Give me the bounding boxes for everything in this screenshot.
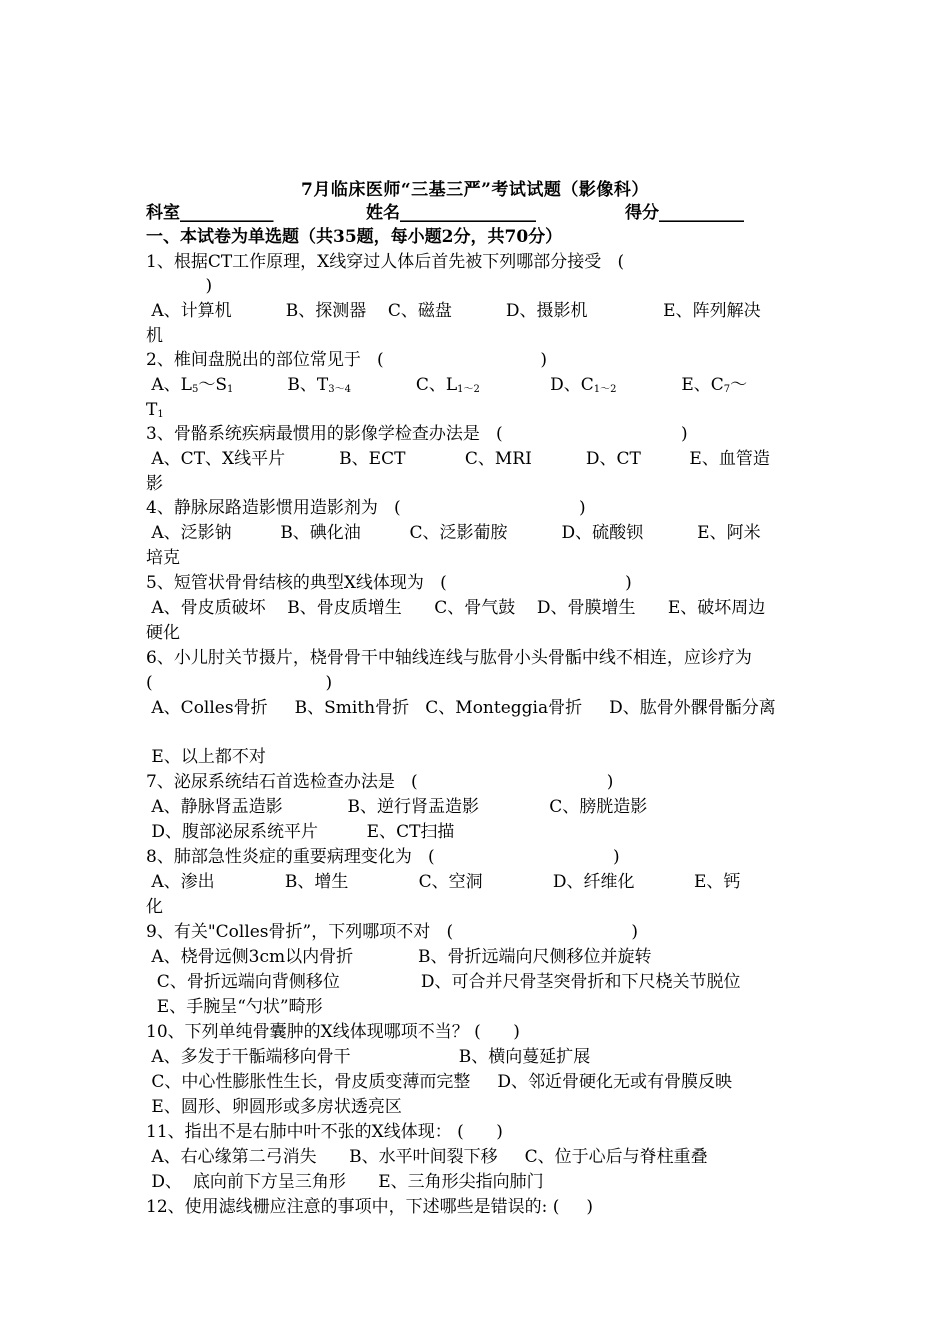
question-6-options: A、Colles骨折 B、Smith骨折 C、Monteggia骨折 D、肱骨外髁骨骺分离 (146, 698, 776, 718)
question-1-options: A、计算机 B、探测器 C、磁盘 D、摄影机 E、阵列解决 (146, 301, 761, 321)
question-1-options-cont: 机 (146, 326, 163, 346)
question-5: 5、短管状骨骨结核的典型X线体现为 ( ) (146, 573, 632, 593)
question-9-options-cont: C、骨折远端向背侧移位 D、可合并尺骨茎突骨折和下尺桡关节脱位 (146, 972, 741, 992)
question-9-options: A、桡骨远侧3cm以内骨折 B、骨折远端向尺侧移位并旋转 (146, 947, 652, 967)
question-7: 7、泌尿系统结石首选检查办法是 ( ) (146, 772, 614, 792)
exam-title: 7月临床医师“三基三严”考试试题（影像科） (301, 180, 649, 200)
question-2-options: A、$L_5\sim S_1$ B、$T_{3\sim 4}$ C、$L_{1\sim 2}$ D、$C_{1\sim 2}$ E、$C_7\sim$ (146, 375, 748, 395)
question-5-options-cont: 硬化 (146, 623, 180, 643)
question-10-options-cont: C、中心性膨胀性生长，骨皮质变薄而完整 D、邻近骨硬化无或有骨膜反映 (146, 1072, 733, 1092)
question-11: 11、指出不是右肺中叶不张的X线体现： ( ) (146, 1122, 503, 1142)
question-8-options-cont: 化 (146, 897, 163, 917)
question-2-options-cont: $T_1$ (146, 400, 164, 420)
question-11-options-cont: D、 底向前下方呈三角形 E、三角形尖指向肺门 (146, 1172, 544, 1192)
question-5-options: A、骨皮质破坏 B、骨皮质增生 C、骨气鼓 D、骨膜增生 E、破坏周边 (146, 598, 766, 618)
question-1-blank: ) (146, 276, 213, 296)
question-4-options-cont: 培克 (146, 548, 180, 568)
department-field: 科室___________ (146, 203, 274, 223)
question-10-options: A、多发于干骺端移向骨干 B、横向蔓延扩展 (146, 1047, 591, 1067)
name-field: 姓名________________ (366, 203, 536, 223)
question-4-options: A、泛影钠 B、碘化油 C、泛影葡胺 D、硫酸钡 E、阿米 (146, 523, 761, 543)
question-9: 9、有关"Colles骨折”，下列哪项不对 ( ) (146, 922, 639, 942)
question-12: 12、使用滤线栅应注意的事项中，下述哪些是错误的: ( ) (146, 1197, 594, 1217)
question-3-options-cont: 影 (146, 474, 163, 494)
question-7-options-cont: D、腹部泌尿系统平片 E、CT扫描 (146, 822, 455, 842)
question-3-options: A、CT、X线平片 B、ECT C、MRI D、CT E、血管造 (146, 449, 770, 469)
question-6-option-e: E、以上都不对 (146, 747, 266, 767)
question-2: 2、椎间盘脱出的部位常见于 ( ) (146, 350, 548, 370)
question-6: 6、小儿肘关节摄片，桡骨骨干中轴线连线与肱骨小头骨骺中线不相连，应诊疗为 (146, 648, 752, 668)
question-8-options: A、渗出 B、增生 C、空洞 D、纤维化 E、钙 (146, 872, 741, 892)
question-9-option-e: E、手腕呈“勺状”畸形 (146, 997, 323, 1017)
question-8: 8、肺部急性炎症的重要病理变化为 ( ) (146, 847, 620, 867)
question-10-option-e: E、圆形、卵圆形或多房状透亮区 (146, 1097, 402, 1117)
section-heading: 一、本试卷为单选题（共35题，每小题2分，共70分） (146, 227, 563, 247)
question-7-options: A、静脉肾盂造影 B、逆行肾盂造影 C、膀胱造影 (146, 797, 648, 817)
question-10: 10、下列单纯骨囊肿的X线体现哪项不当？ ( ) (146, 1022, 520, 1042)
score-field: 得分__________ (625, 203, 744, 223)
question-4: 4、静脉尿路造影惯用造影剂为 ( ) (146, 498, 586, 518)
question-11-options: A、右心缘第二弓消失 B、水平叶间裂下移 C、位于心后与脊柱重叠 (146, 1147, 708, 1167)
question-3: 3、骨骼系统疾病最惯用的影像学检查办法是 ( ) (146, 424, 688, 444)
question-1: 1、根据CT工作原理，X线穿过人体后首先被下列哪部分接受 ( (146, 252, 625, 272)
question-6-blank: ( ) (146, 673, 333, 693)
